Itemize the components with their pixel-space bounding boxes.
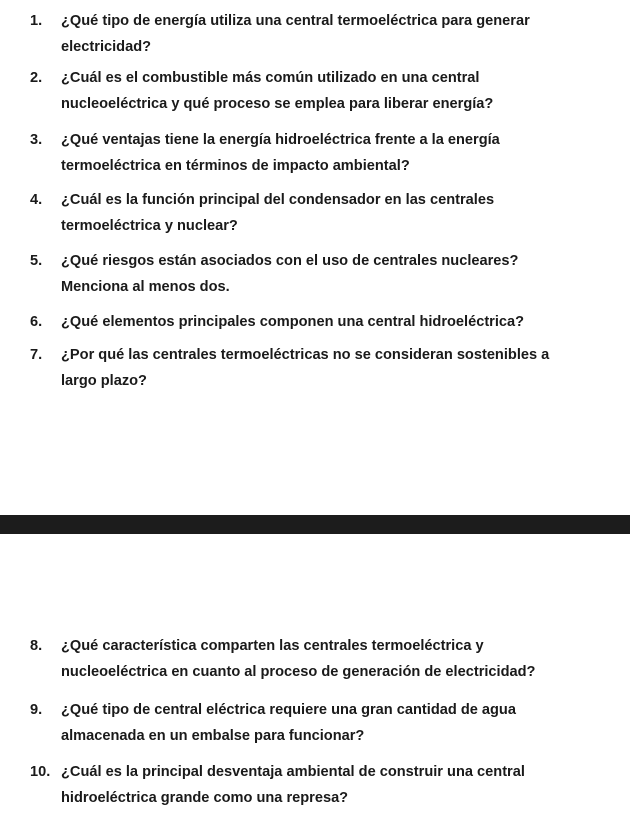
question-line: ¿Por qué las centrales termoeléctricas no se consideran sostenibles a bbox=[61, 347, 550, 363]
question-line: nucleoeléctrica y qué proceso se emplea para liberar energía? bbox=[61, 96, 494, 112]
question-number: 1. bbox=[30, 13, 43, 29]
question-number: 4. bbox=[30, 192, 43, 208]
question-text bbox=[61, 697, 621, 749]
question-text bbox=[61, 309, 621, 335]
question-number: 2. bbox=[30, 70, 43, 86]
question-text bbox=[61, 8, 621, 60]
question-line: ¿Cuál es la función principal del condensador en las centrales bbox=[61, 192, 495, 208]
question-line: hidroeléctrica grande como una represa? bbox=[61, 790, 349, 806]
question-line: termoeléctrica y nuclear? bbox=[61, 218, 238, 234]
question-line: ¿Cuál es el combustible más común utilizado en una central bbox=[61, 70, 480, 86]
question-line: ¿Cuál es la principal desventaja ambiental de construir una central bbox=[61, 764, 525, 780]
question-line: termoeléctrica en términos de impacto ambiental? bbox=[61, 158, 410, 174]
question-line: largo plazo? bbox=[61, 373, 147, 389]
question-line: almacenada en un embalse para funcionar? bbox=[61, 728, 365, 744]
question-line: ¿Qué ventajas tiene la energía hidroeléctrica frente a la energía bbox=[61, 132, 500, 148]
question-text bbox=[61, 65, 621, 117]
question-line: ¿Qué tipo de central eléctrica requiere una gran cantidad de agua bbox=[61, 702, 516, 718]
question-number: 6. bbox=[30, 314, 43, 330]
question-text bbox=[61, 759, 621, 811]
question-number: 3. bbox=[30, 132, 43, 148]
question-number: 10. bbox=[30, 764, 51, 780]
question-line: electricidad? bbox=[61, 39, 152, 55]
question-line: ¿Qué tipo de energía utiliza una central termoeléctrica para generar bbox=[61, 13, 530, 29]
question-line: nucleoeléctrica en cuanto al proceso de generación de electricidad? bbox=[61, 664, 536, 680]
question-text bbox=[61, 342, 621, 394]
question-number: 5. bbox=[30, 253, 43, 269]
question-line: ¿Qué riesgos están asociados con el uso de centrales nucleares? bbox=[61, 253, 519, 269]
question-text bbox=[61, 633, 621, 685]
question-line: ¿Qué característica comparten las centrales termoeléctrica y bbox=[61, 638, 484, 654]
question-line: Menciona al menos dos. bbox=[61, 279, 230, 295]
question-line: ¿Qué elementos principales componen una central hidroeléctrica? bbox=[61, 314, 525, 330]
question-number: 7. bbox=[30, 347, 43, 363]
question-text bbox=[61, 248, 621, 300]
page-divider bbox=[0, 515, 630, 534]
question-text bbox=[61, 127, 621, 179]
question-number: 9. bbox=[30, 702, 43, 718]
question-number: 8. bbox=[30, 638, 43, 654]
question-text bbox=[61, 187, 621, 239]
